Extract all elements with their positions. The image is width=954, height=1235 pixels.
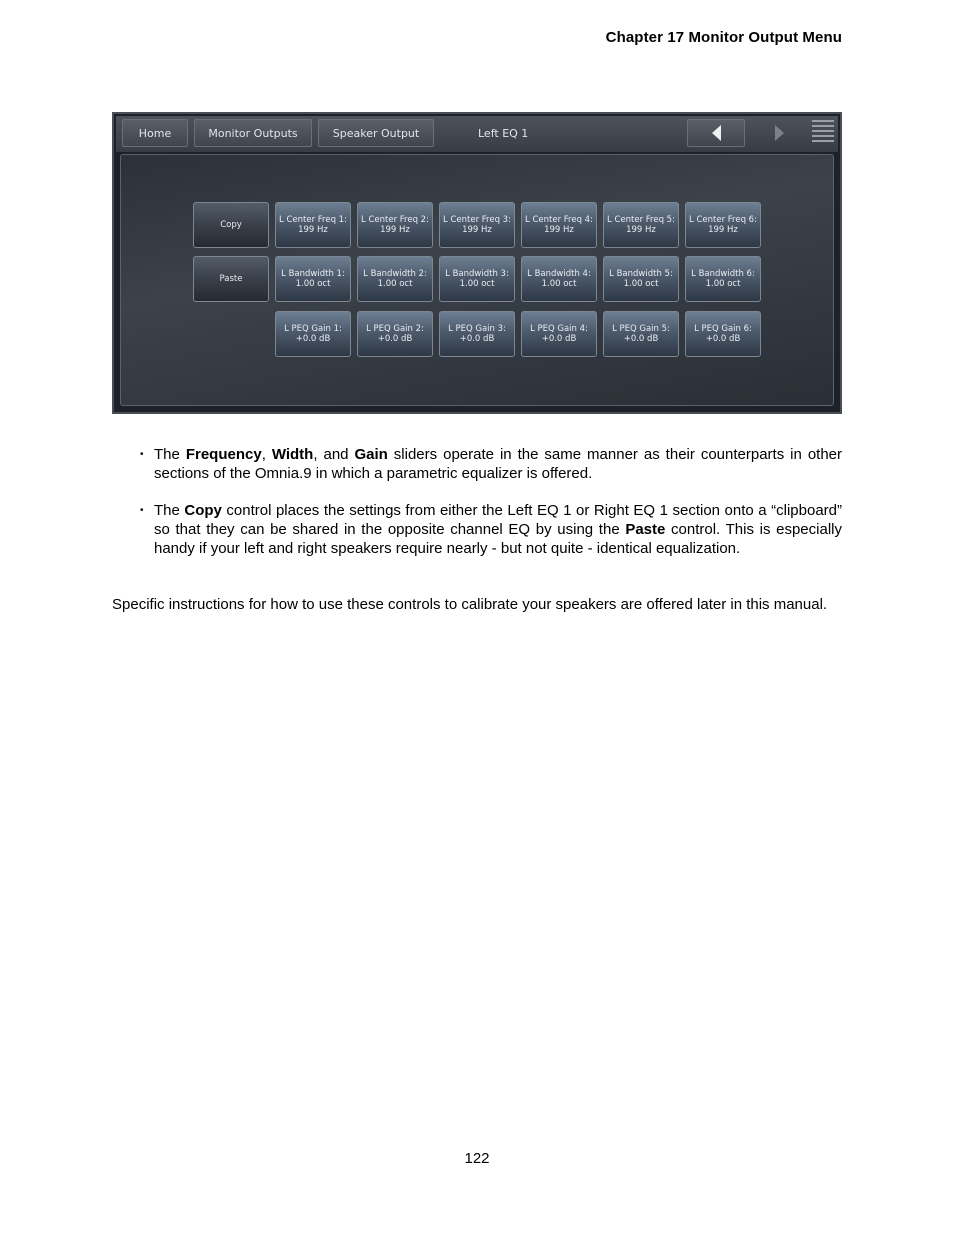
tile-label: L Bandwidth 2: [363, 269, 427, 279]
bullet-text: The Frequency, Width, and Gain sliders operate in the same manner as their counterparts in other sections of the Omnia.9 in which a parametric equalizer is offered. [154, 446, 843, 482]
eq-screenshot [112, 112, 842, 414]
tile-value: 1.00 oct [705, 279, 741, 289]
tile-value: 199 Hz [298, 225, 328, 235]
home-button[interactable]: Home [122, 119, 188, 147]
tile-label: L PEQ Gain 2: [366, 324, 424, 334]
speaker-output-button[interactable]: Speaker Output [318, 119, 434, 147]
bullet-text: The Copy control places the settings from either the Left EQ 1 or Right EQ 1 section onto a “clipboard” so that they can be shared in the opposite channel EQ by using the Paste control. This is especially handy if your left and right speakers require nearly - but not quite - identical equalization. [154, 502, 842, 557]
tile-label: L Bandwidth 5: [609, 269, 673, 279]
tile-label: L Center Freq 6: [689, 215, 757, 225]
tile-label: L Center Freq 4: [525, 215, 593, 225]
tile-value: +0.0 dB [377, 334, 413, 344]
bandwidth-2-tile[interactable] [357, 256, 433, 302]
bandwidth-3-tile[interactable] [439, 256, 515, 302]
bandwidth-1-tile[interactable] [275, 256, 351, 302]
peq-gain-6-tile[interactable] [685, 311, 761, 357]
tile-label: L Center Freq 5: [607, 215, 675, 225]
tile-label: L Bandwidth 3: [445, 269, 509, 279]
tile-value: 199 Hz [380, 225, 410, 235]
forward-button[interactable] [750, 119, 808, 147]
tile-value: 199 Hz [626, 225, 656, 235]
bullet-copy-paste [112, 501, 842, 558]
tile-label: L Center Freq 3: [443, 215, 511, 225]
arrow-left-icon [712, 125, 721, 141]
bullet-sliders [112, 445, 842, 483]
paste-label: Paste [219, 274, 243, 284]
bandwidth-5-tile[interactable] [603, 256, 679, 302]
tile-value: 199 Hz [544, 225, 574, 235]
monitor-outputs-button[interactable]: Monitor Outputs [194, 119, 312, 147]
peq-gain-5-tile[interactable] [603, 311, 679, 357]
tile-label: L Center Freq 2: [361, 215, 429, 225]
peq-gain-3-tile[interactable] [439, 311, 515, 357]
screen-title: Left EQ 1 [478, 126, 529, 140]
eq-panel [120, 154, 834, 406]
tile-label: L Bandwidth 4: [527, 269, 591, 279]
tile-label: L PEQ Gain 3: [448, 324, 506, 334]
copy-label: Copy [220, 220, 242, 230]
tile-value: +0.0 dB [705, 334, 741, 344]
arrow-right-icon [775, 125, 784, 141]
tile-label: L Bandwidth 6: [691, 269, 755, 279]
running-head: Chapter 17 Monitor Output Menu [605, 29, 842, 46]
tile-label: L PEQ Gain 6: [694, 324, 752, 334]
tile-label: L PEQ Gain 1: [284, 324, 342, 334]
tile-label: L PEQ Gain 5: [612, 324, 670, 334]
peq-gain-4-tile[interactable] [521, 311, 597, 357]
center-freq-3-tile[interactable] [439, 202, 515, 248]
copy-button[interactable] [193, 202, 269, 248]
center-freq-2-tile[interactable] [357, 202, 433, 248]
paste-button[interactable] [193, 256, 269, 302]
bandwidth-6-tile[interactable] [685, 256, 761, 302]
bullet-dot: • [140, 505, 144, 516]
menu-icon[interactable] [812, 120, 834, 146]
tile-value: 199 Hz [462, 225, 492, 235]
tile-value: 1.00 oct [459, 279, 495, 289]
tile-value: +0.0 dB [295, 334, 331, 344]
tile-value: +0.0 dB [541, 334, 577, 344]
tile-label: L Bandwidth 1: [281, 269, 345, 279]
tile-value: 199 Hz [708, 225, 738, 235]
peq-gain-2-tile[interactable] [357, 311, 433, 357]
peq-gain-1-tile[interactable] [275, 311, 351, 357]
center-freq-5-tile[interactable] [603, 202, 679, 248]
tile-value: 1.00 oct [295, 279, 331, 289]
tile-label: L Center Freq 1: [279, 215, 347, 225]
center-freq-1-tile[interactable] [275, 202, 351, 248]
bandwidth-4-tile[interactable] [521, 256, 597, 302]
page-number: 122 [464, 1150, 490, 1167]
tile-value: +0.0 dB [459, 334, 495, 344]
nav-bar [116, 116, 838, 152]
tile-label: L PEQ Gain 4: [530, 324, 588, 334]
center-freq-6-tile[interactable] [685, 202, 761, 248]
center-freq-4-tile[interactable] [521, 202, 597, 248]
tile-value: 1.00 oct [541, 279, 577, 289]
bullet-dot: • [140, 449, 144, 460]
back-button[interactable] [687, 119, 745, 147]
tile-value: 1.00 oct [623, 279, 659, 289]
tile-value: 1.00 oct [377, 279, 413, 289]
instructions-paragraph: Specific instructions for how to use these controls to calibrate your speakers are offered later in this manual. [112, 596, 828, 613]
tile-value: +0.0 dB [623, 334, 659, 344]
